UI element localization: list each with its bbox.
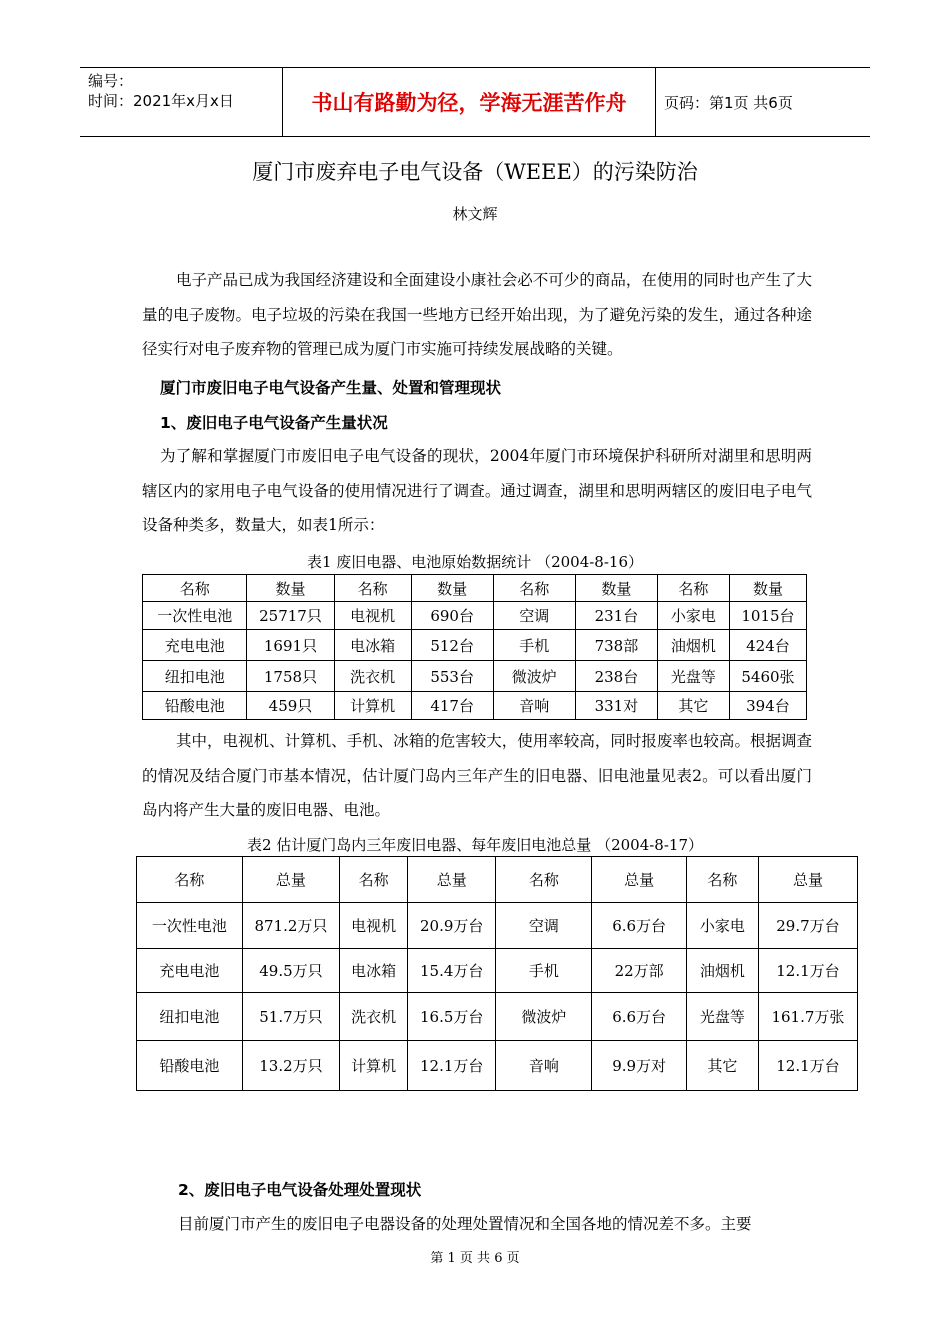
table-cell: 51.7万只 (242, 993, 339, 1041)
table-row (137, 903, 858, 949)
table-cell: 49.5万只 (242, 949, 339, 993)
date-label: 时间：2021年x月x日 (88, 92, 234, 110)
table-cell: 洗衣机 (340, 993, 408, 1041)
table-cell: 9.9万对 (592, 1041, 687, 1091)
table-header-cell: 总量 (592, 857, 687, 903)
table-header-cell: 名称 (137, 857, 243, 903)
table-row (143, 692, 807, 720)
table-cell: 1758只 (247, 661, 334, 692)
table-header-cell: 数量 (411, 575, 493, 602)
table-cell: 161.7万张 (758, 993, 857, 1041)
table2 (136, 856, 858, 1091)
table-cell: 洗衣机 (334, 661, 411, 692)
table-cell: 394台 (729, 692, 806, 720)
table-cell: 一次性电池 (137, 903, 243, 949)
table-cell: 一次性电池 (143, 602, 247, 630)
page-footer: 第 1 页 共 6 页 (430, 1251, 520, 1266)
table1-caption: 表1 废旧电器、电池原始数据统计 （2004-8-16） (306, 553, 644, 571)
table-cell: 12.1万台 (408, 1041, 496, 1091)
table-cell: 手机 (493, 630, 575, 661)
table2-caption: 表2 估计厦门岛内三年废旧电器、每年废旧电池总量 （2004-8-17） (246, 836, 704, 854)
table-cell: 6.6万台 (592, 993, 687, 1041)
table-cell: 871.2万只 (242, 903, 339, 949)
table-cell: 553台 (411, 661, 493, 692)
table-cell: 充电电池 (137, 949, 243, 993)
table-cell: 6.6万台 (592, 903, 687, 949)
table-cell: 电视机 (334, 602, 411, 630)
table-cell: 电冰箱 (334, 630, 411, 661)
table-cell: 1691只 (247, 630, 334, 661)
table-cell: 424台 (729, 630, 806, 661)
table-cell: 其它 (686, 1041, 758, 1091)
table-cell: 20.9万台 (408, 903, 496, 949)
table-header-cell: 名称 (686, 857, 758, 903)
paragraph-disposal: 目前厦门市产生的废旧电子电器设备的处理处置情况和全国各地的情况差不多。主要 (178, 1215, 752, 1233)
table-cell: 铅酸电池 (143, 692, 247, 720)
table-cell: 小家电 (657, 602, 729, 630)
table-cell: 铅酸电池 (137, 1041, 243, 1091)
subsection1-heading: 1、废旧电子电气设备产生量状况 (160, 414, 388, 432)
table-cell: 231台 (575, 602, 657, 630)
table-header-cell: 总量 (408, 857, 496, 903)
table-cell: 12.1万台 (758, 949, 857, 993)
table-row (137, 1041, 858, 1091)
table-cell: 512台 (411, 630, 493, 661)
table-cell: 238台 (575, 661, 657, 692)
table-cell: 12.1万台 (758, 1041, 857, 1091)
section-heading: 厦门市废旧电子电气设备产生量、处置和管理现状 (160, 379, 502, 397)
table-header-cell: 总量 (242, 857, 339, 903)
table-cell: 充电电池 (143, 630, 247, 661)
table-cell: 459只 (247, 692, 334, 720)
header-page-info: 页码：第1页 共6页 (664, 93, 793, 112)
table-row (143, 602, 807, 630)
header-meta (88, 71, 280, 111)
table-header-cell: 名称 (493, 575, 575, 602)
table-cell: 音响 (496, 1041, 592, 1091)
table-row (143, 630, 807, 661)
table-cell: 纽扣电池 (143, 661, 247, 692)
table-cell: 电冰箱 (340, 949, 408, 993)
table-cell: 13.2万只 (242, 1041, 339, 1091)
table-cell: 空调 (493, 602, 575, 630)
table-cell: 22万部 (592, 949, 687, 993)
table-cell: 空调 (496, 903, 592, 949)
table-cell: 微波炉 (496, 993, 592, 1041)
subsection2-heading: 2、废旧电子电气设备处理处置现状 (178, 1181, 422, 1199)
page-header (80, 67, 870, 137)
table-cell: 15.4万台 (408, 949, 496, 993)
table-cell: 光盘等 (686, 993, 758, 1041)
table-cell: 小家电 (686, 903, 758, 949)
table-cell: 5460张 (729, 661, 806, 692)
paragraph-estimate: 其中，电视机、计算机、手机、冰箱的危害较大，使用率较高，同时报废率也较高。根据调查的情况及结合厦门市基本情况，估计厦门岛内三年产生的旧电器、旧电池量见表2。可以看出厦门岛内将产生大量的废旧电器、电池。 (142, 732, 812, 819)
table-header-cell: 名称 (143, 575, 247, 602)
table-row (143, 661, 807, 692)
table-cell: 其它 (657, 692, 729, 720)
table-cell: 音响 (493, 692, 575, 720)
table-header-cell: 总量 (758, 857, 857, 903)
table-cell: 1015台 (729, 602, 806, 630)
paragraph-survey: 为了解和掌握厦门市废旧电子电气设备的现状，2004年厦门市环境保护科研所对湖里和思明两辖区内的家用电子电气设备的使用情况进行了调查。通过调查，湖里和思明两辖区的废旧电子电气设备种类多，数量大，如表1所示： (142, 447, 812, 534)
table-cell: 29.7万台 (758, 903, 857, 949)
table-cell: 25717只 (247, 602, 334, 630)
table-cell: 331对 (575, 692, 657, 720)
table-header-row (137, 857, 858, 903)
table-cell: 690台 (411, 602, 493, 630)
table-header-cell: 名称 (340, 857, 408, 903)
table-header-cell: 数量 (575, 575, 657, 602)
table-cell: 417台 (411, 692, 493, 720)
table-row (137, 993, 858, 1041)
table-header-row (143, 575, 807, 602)
table-cell: 16.5万台 (408, 993, 496, 1041)
table-header-cell: 名称 (496, 857, 592, 903)
table-cell: 微波炉 (493, 661, 575, 692)
table-row (137, 949, 858, 993)
table-cell: 手机 (496, 949, 592, 993)
table-cell: 电视机 (340, 903, 408, 949)
table-cell: 油烟机 (657, 630, 729, 661)
table-cell: 油烟机 (686, 949, 758, 993)
table-cell: 纽扣电池 (137, 993, 243, 1041)
table-cell: 计算机 (340, 1041, 408, 1091)
table-header-cell: 名称 (657, 575, 729, 602)
table1 (142, 574, 807, 720)
intro-paragraph: 电子产品已成为我国经济建设和全面建设小康社会必不可少的商品，在使用的同时也产生了大量的电子废物。电子垃圾的污染在我国一些地方已经开始出现，为了避免污染的发生，通过各种途径实行对电子废弃物的管理已成为厦门市实施可持续发展战略的关键。 (142, 271, 812, 358)
header-motto: 书山有路勤为径，学海无涯苦作舟 (282, 68, 656, 136)
table-header-cell: 名称 (334, 575, 411, 602)
table-header-cell: 数量 (729, 575, 806, 602)
table-cell: 光盘等 (657, 661, 729, 692)
table-cell: 738部 (575, 630, 657, 661)
table-header-cell: 数量 (247, 575, 334, 602)
number-label: 编号： (88, 72, 134, 90)
document-author: 林文辉 (452, 205, 498, 223)
table-cell: 计算机 (334, 692, 411, 720)
document-title: 厦门市废弃电子电气设备（WEEE）的污染防治 (252, 160, 698, 184)
